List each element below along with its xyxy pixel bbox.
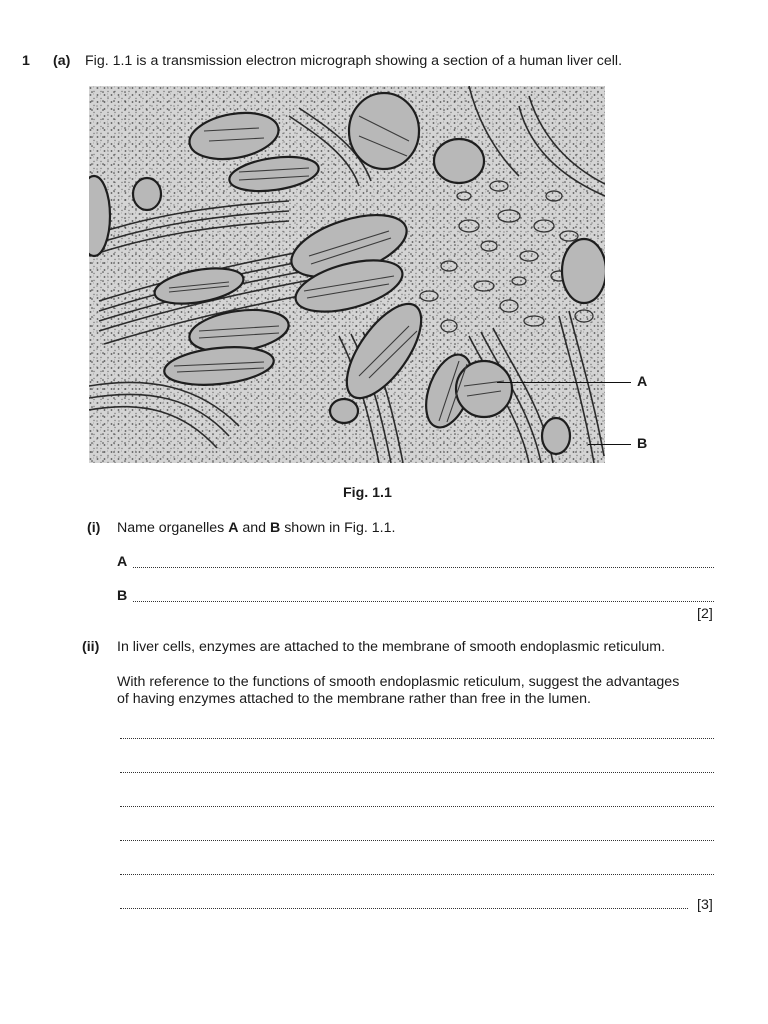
answer-line-b[interactable] <box>133 601 714 602</box>
question-intro: Fig. 1.1 is a transmission electron micrograph showing a section of a human liver cell. <box>85 53 623 69</box>
part-ii-marks: [3] <box>697 897 713 913</box>
answer-line[interactable] <box>120 738 714 739</box>
figure-label-b: B <box>637 436 648 452</box>
label-a-pointer <box>497 382 631 383</box>
part-i-marks: [2] <box>697 606 713 622</box>
figure-caption: Fig. 1.1 <box>343 485 392 501</box>
part-ii-number: (ii) <box>82 639 100 655</box>
prompt-text: and <box>238 520 271 536</box>
question-part: (a) <box>53 53 71 69</box>
prompt-organelle-a: A <box>228 520 239 536</box>
prompt-organelle-b: B <box>270 520 281 536</box>
answer-label-b: B <box>117 588 128 604</box>
electron-micrograph <box>89 86 605 463</box>
answer-line[interactable] <box>120 772 714 773</box>
micrograph-image <box>89 86 605 463</box>
answer-label-a: A <box>117 554 128 570</box>
figure-label-a: A <box>637 374 648 390</box>
part-ii-question-line-2: of having enzymes attached to the membrane rather than free in the lumen. <box>117 691 591 707</box>
answer-line[interactable] <box>120 806 714 807</box>
part-ii-statement: In liver cells, enzymes are attached to the membrane of smooth endoplasmic reticulum. <box>117 639 666 655</box>
part-i-number: (i) <box>87 520 101 536</box>
part-ii-question-line-1: With reference to the functions of smooth endoplasmic reticulum, suggest the advantages <box>117 674 680 690</box>
answer-line[interactable] <box>120 840 714 841</box>
question-number: 1 <box>22 53 30 69</box>
label-b-pointer <box>588 444 631 445</box>
answer-line[interactable] <box>120 908 688 909</box>
answer-line-a[interactable] <box>133 567 714 568</box>
prompt-text: Name organelles <box>117 520 229 536</box>
answer-line[interactable] <box>120 874 714 875</box>
prompt-text: shown in Fig. 1.1. <box>280 520 396 536</box>
part-i-prompt <box>117 520 395 536</box>
